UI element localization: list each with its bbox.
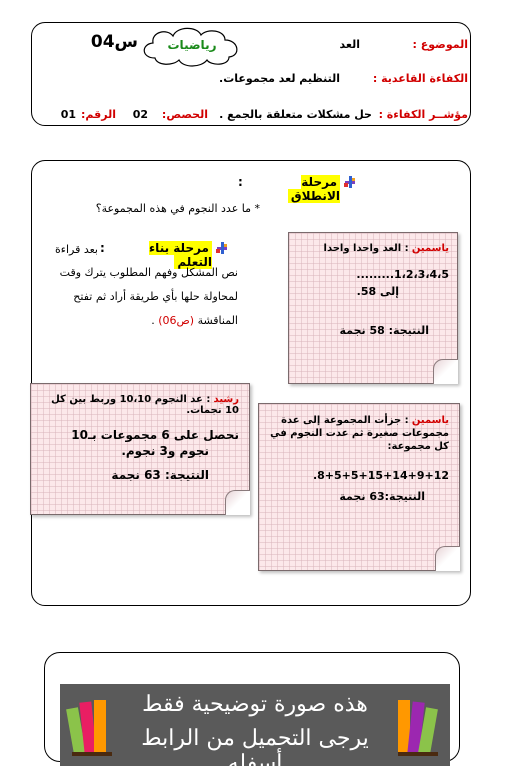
build-line4-end: .	[151, 314, 155, 327]
build-colon: :	[100, 241, 105, 255]
page-curl	[433, 359, 458, 384]
launch-question: * ما عدد النجوم في هذه المجموعة؟	[95, 202, 260, 215]
note-name: رشيد	[213, 394, 239, 405]
sparkle-icon	[343, 175, 357, 189]
note-result: النتيجة: 58 نجمة	[339, 324, 429, 337]
note-line2: نحصل على 6 مجموعات بـ10	[71, 428, 239, 442]
number-label: الرقم:	[81, 108, 116, 121]
note-text: : العد واحدا واحدا	[323, 243, 409, 254]
note-sum: 8+5+5+15+14+9+12.	[312, 469, 449, 482]
subject-value: العد	[339, 38, 360, 51]
note-result: النتيجة:63 نجمة	[339, 490, 425, 503]
build-title: مرحلة بناء التعلم	[149, 241, 212, 269]
banner-line1: هذه صورة توضيحية فقط	[142, 692, 368, 717]
launch-title: مرحلة الانطلاق	[288, 175, 340, 203]
note-yasmine-groups	[258, 403, 460, 571]
books-icon	[392, 694, 446, 758]
sessions-label: الحصص:	[161, 108, 208, 121]
competency-value: التنظيم لعد مجموعات.	[219, 72, 340, 85]
note-rashid	[30, 383, 250, 515]
note-text: : عد النجوم 10،10 وربط بين كل 10 نجمات.	[51, 394, 239, 416]
sparkle-icon	[215, 241, 229, 255]
page-ref: (ص06)	[158, 314, 195, 327]
build-line4	[40, 314, 238, 327]
note-line3: نجوم و3 نجوم.	[121, 444, 209, 458]
session-code: س04	[90, 32, 138, 52]
note-seq: 1،2،3،4،5.........	[356, 268, 449, 281]
books-icon	[64, 694, 118, 758]
page-curl	[435, 546, 460, 571]
sessions-value: 02	[132, 108, 148, 121]
note-text: : جزأت المجموعة إلى عدة مجموعات صغيرة ثم عدت النجوم في كل مجموعة:	[270, 415, 449, 452]
note-result: النتيجة: 63 نجمة	[111, 468, 209, 482]
indicator-label: مؤشــر الكفاءة :	[378, 108, 468, 121]
page-curl	[225, 490, 250, 515]
note-name: ياسمين	[411, 415, 449, 426]
build-line3: لمحاولة حلها بأي طريقة أراد ثم تفتح	[73, 290, 238, 303]
build-line4-text: المناقشة	[197, 314, 238, 327]
cloud-label: رياضيات	[167, 38, 217, 52]
subject-row	[360, 38, 468, 51]
number-value: 01	[60, 108, 76, 121]
note-name: ياسمين	[411, 243, 449, 254]
download-banner	[60, 684, 450, 776]
build-line2: نص المشكل وفهم المطلوب يترك وقت	[59, 266, 238, 279]
note-seq2: إلى 58.	[356, 285, 399, 298]
subject-label: الموضوع :	[412, 38, 468, 51]
competency-label: الكفاءة القاعدية :	[372, 72, 468, 85]
banner-line2[interactable]: يرجى التحميل من الرابط أسفله	[141, 726, 369, 776]
launch-colon: :	[238, 175, 243, 189]
indicator-value: حل مشكلات متعلقة بالجمع .	[219, 108, 372, 121]
note-yasmine-count	[288, 232, 458, 384]
build-lead: بعد قراءة	[55, 243, 98, 256]
